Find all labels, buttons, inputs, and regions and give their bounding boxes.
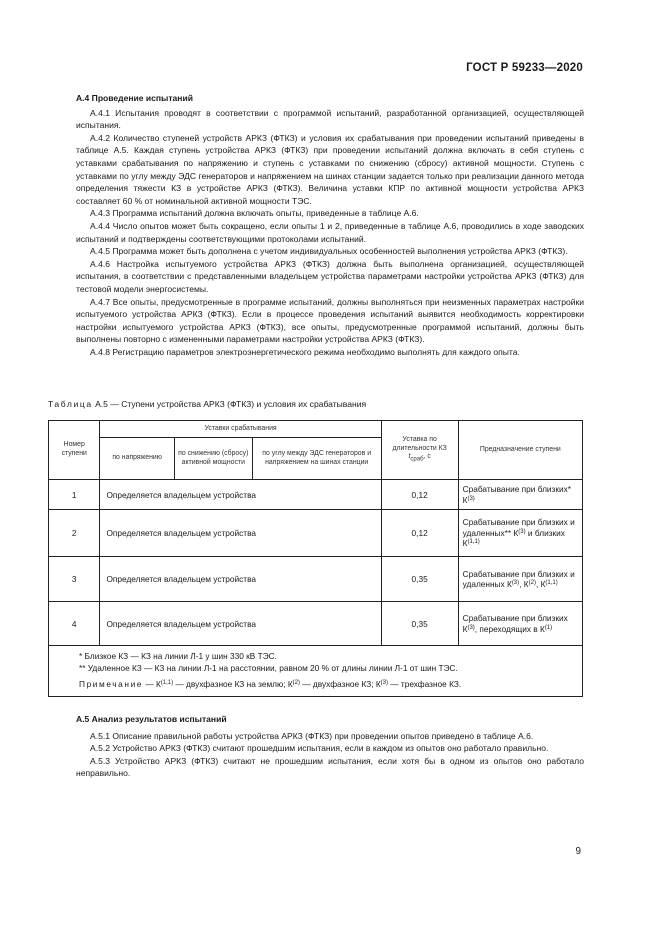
note-near-kz: * Близкое КЗ — КЗ на линии Л-1 у шин 330 кВ ТЭС. xyxy=(79,651,277,661)
row-purpose-tail: , переходящих в К xyxy=(474,623,545,634)
page-number: 9 xyxy=(575,846,581,857)
row-duration-value: 0,12 xyxy=(381,480,458,510)
header-purpose: Предназначение ступени xyxy=(458,421,582,480)
header-duration xyxy=(381,421,458,480)
row-setting: Определяется владельцем устройства xyxy=(100,602,381,646)
paragraph-a4-3: А.4.3 Программа испытаний должна включать опыты, приведенные в таблице А.6. xyxy=(90,208,419,219)
row-purpose-text: Срабатывание при близких* К xyxy=(462,484,571,505)
table-row xyxy=(49,557,583,602)
note-label: Примечание xyxy=(79,678,144,689)
row-duration-value: 0,35 xyxy=(381,602,458,646)
row-duration-value: 0,35 xyxy=(381,557,458,602)
row-purpose-sup2: (1) xyxy=(544,624,553,631)
row-purpose-text: Срабатывание при близких и удаленных** К xyxy=(462,517,575,538)
row-purpose-tail: и близких К xyxy=(462,527,565,549)
row-purpose-sup: (3) xyxy=(518,528,526,535)
row-setting: Определяется владельцем устройства xyxy=(100,557,381,602)
note-sup-3: (3) xyxy=(380,679,388,686)
paragraph-a4-6: А.4.6 Настройка испытуемого устройства АРКЗ (ФТКЗ) должна быть выполнена организацией, осуществляющей испытания, в соответствии с представленными владельцем устройства параметрами настройки устройства АРКЗ (ФТКЗ) для тестовой модели энергосистемы. xyxy=(76,258,584,294)
note-far-kz: ** Удаленное КЗ — КЗ на линии Л-1 на расстоянии, равном 20 % от длины линии Л-1 от шин ТЭС. xyxy=(79,663,458,674)
note-part1: — двухфазное КЗ на землю; К xyxy=(173,678,293,689)
row-number: 3 xyxy=(49,557,100,602)
header-by-power: по снижению (сбросу) активной мощности xyxy=(174,438,252,480)
paragraph-a5-2: А.5.2 Устройство АРКЗ (ФТКЗ) считают прошедшим испытания, если в каждом из опытов оно работало правильно. xyxy=(90,743,549,754)
table-caption-prefix: Таблица xyxy=(48,399,93,409)
row-purpose-text: Срабатывание при близких и удаленных К xyxy=(462,568,575,589)
paragraph-a4-4: А.4.4 Число опытов может быть сокращено, если опыты 1 и 2, приведенные в таблице А.6, проводились в ходе заводских испытаний и подтверждены соответствующими протоколами испытаний. xyxy=(76,220,584,244)
row-duration-value: 0,12 xyxy=(381,510,458,557)
steps-table xyxy=(48,420,583,697)
row-purpose xyxy=(458,480,582,510)
note-dash: — К xyxy=(143,678,161,689)
paragraph-a4-7: А.4.7 Все опыты, предусмотренные в программе испытаний, должны выполняться при неизменных параметрах настройки испытуемого устройства АРКЗ (ФТКЗ). Если в процессе проведения испытаний выявится необходимость корректировки настройки испытуемого устройства АРКЗ (ФТКЗ), все опыты, предусмотренные программой испытаний, должны быть выполнены повторно с измененными параметрами настройки устройства АРКЗ (ФТКЗ). xyxy=(76,296,584,345)
row-purpose-sup: (3) xyxy=(467,495,475,502)
header-step-number: Номер ступени xyxy=(49,421,100,480)
note-part2: — двухфазное КЗ; К xyxy=(300,678,381,689)
table-caption-text: А.5 — Ступени устройства АРКЗ (ФТКЗ) и условия их срабатывания xyxy=(92,399,367,409)
paragraph-a4-5: А.4.5 Программа может быть дополнена с учетом индивидуальных особенностей выполнения устройства АРКЗ (ФТКЗ). xyxy=(90,246,568,257)
row-number: 1 xyxy=(49,480,100,510)
row-number: 2 xyxy=(49,510,100,557)
header-by-angle: по углу между ЭДС генераторов и напряжением на шинах станции xyxy=(252,438,381,480)
row-purpose xyxy=(458,510,582,557)
section-a5 xyxy=(76,713,584,780)
paragraph-a4-8: А.4.8 Регистрацию параметров электроэнергетического режима необходимо выполнять для каждого опыта. xyxy=(90,346,520,357)
header-settings-group: Уставки срабатывания xyxy=(100,421,381,438)
header-duration-main: Уставка по длительности КЗ xyxy=(392,435,447,452)
table-notes xyxy=(49,646,583,697)
paragraph-a4-2: А.4.2 Количество ступеней устройств АРКЗ (ФТКЗ) и условия их срабатывания при проведении испытаний приведены в таблице А.5. Каждая ступень устройства АРКЗ (ФТКЗ) при проведении испытаний должна включать в себя ступень с уставками срабатывания по напряжению и ступень с уставками по снижению (сбросу) активной мощности. Ступень с уставками по углу между ЭДС генераторов и напряжением на шинах станции задается только при реализации данного метода определения тяжести КЗ в устройстве АРКЗ (ФТКЗ). Величина уставки КПР по активной мощности устройства АРКЗ составляет 60 % от номинальной активной мощности ТЭС. xyxy=(76,132,584,206)
note-sup-2: (2) xyxy=(292,679,301,686)
row-purpose-sup: (3) xyxy=(511,580,520,586)
table-note xyxy=(79,678,574,690)
paragraph-a4-1: А.4.1 Испытания проводят в соответствии с программой испытаний, разработанной организацией, осуществляющей испытания. xyxy=(76,107,584,131)
row-purpose-sup2: (1,1) xyxy=(467,539,480,546)
row-purpose-tail: , К xyxy=(519,579,529,589)
table-row xyxy=(49,510,583,557)
row-setting: Определяется владельцем устройства xyxy=(100,510,381,557)
paragraph-a5-3: А.5.3 Устройство АРКЗ (ФТКЗ) считают не прошедшим испытания, если хотя бы в одном из опытов оно работало неправильно. xyxy=(76,755,584,779)
row-purpose xyxy=(458,602,582,646)
header-duration-t: t xyxy=(408,453,411,461)
section-a5-title: А.5 Анализ результатов испытаний xyxy=(76,714,227,724)
table-caption xyxy=(48,399,608,409)
note-sup-11: (1,1) xyxy=(160,679,174,686)
header-duration-unit: , с xyxy=(423,453,431,461)
table-notes-row xyxy=(49,646,583,697)
table-row xyxy=(49,480,583,510)
table-row xyxy=(49,602,583,646)
header-duration-sub: сраб xyxy=(410,456,424,463)
note-part3: — трехфазное КЗ. xyxy=(388,678,462,689)
header-by-voltage: по напряжению xyxy=(100,438,174,480)
row-purpose-sup: (3) xyxy=(467,624,475,631)
row-number: 4 xyxy=(49,602,100,646)
section-a4-title: А.4 Проведение испытаний xyxy=(76,93,193,103)
row-purpose-text: Срабатывание при близких К xyxy=(462,613,568,634)
row-purpose-sup2: (2) xyxy=(528,580,536,586)
row-purpose xyxy=(458,557,582,602)
row-setting: Определяется владельцем устройства xyxy=(100,480,381,510)
standard-header: ГОСТ Р 59233—2020 xyxy=(466,62,583,74)
row-purpose-sup3: (1,1) xyxy=(545,580,558,586)
row-purpose-tail2: , К xyxy=(535,579,546,589)
paragraph-a5-1: А.5.1 Описание правильной работы устройства АРКЗ (ФТКЗ) при проведении опытов приведено в таблице А.6. xyxy=(90,730,534,741)
section-a4 xyxy=(76,92,584,358)
